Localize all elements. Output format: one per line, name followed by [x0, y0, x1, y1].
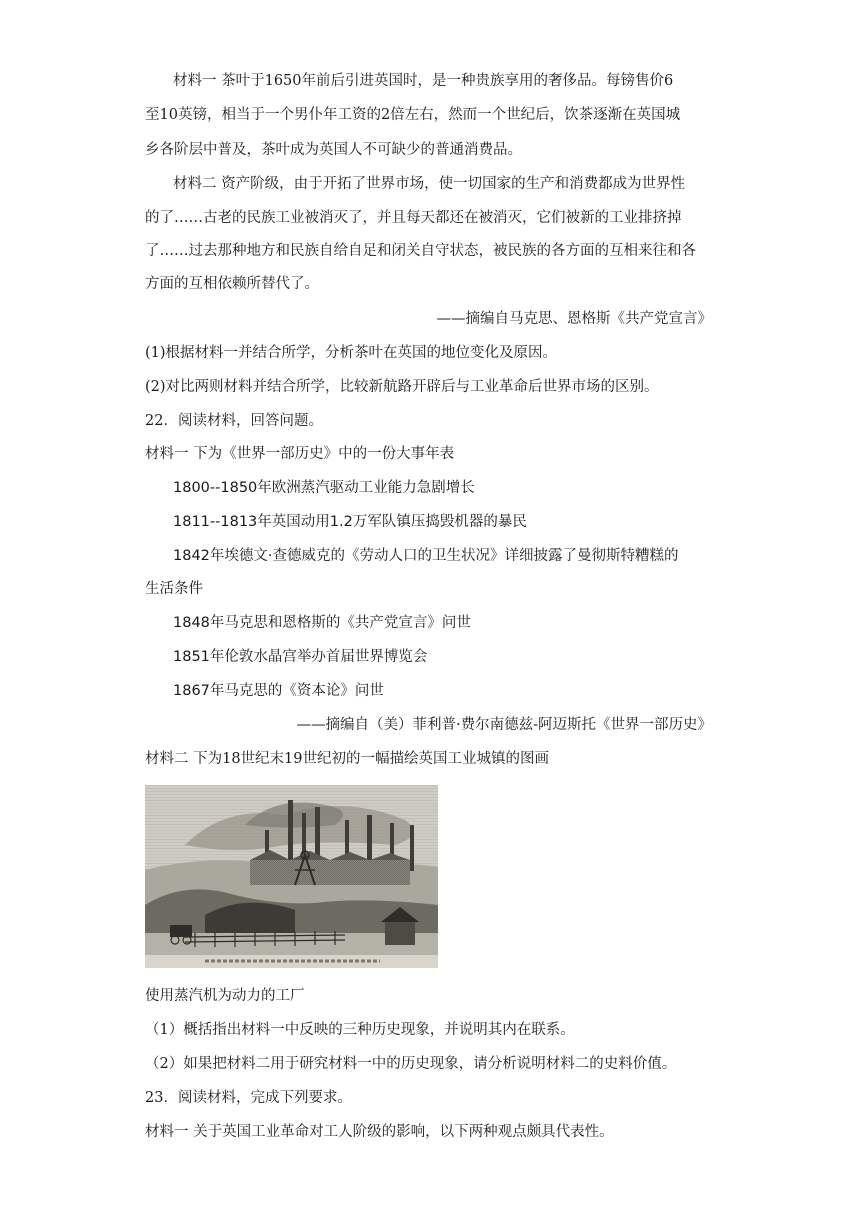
q23-title: 23．阅读材料，完成下列要求。: [145, 1090, 352, 1106]
q22-timeline-item: 1848年马克思和恩格斯的《共产党宣言》问世: [173, 615, 471, 631]
q22-title: 22．阅读材料，回答问题。: [145, 413, 323, 429]
q22-timeline-item: 1800--1850年欧洲蒸汽驱动工业能力急剧增长: [173, 480, 475, 496]
q22-timeline-source: ——摘编自（美）菲利普·费尔南德兹-阿迈斯托《世界一部历史》: [296, 717, 712, 733]
q23-material1-intro: 材料一 关于英国工业革命对工人阶级的影响，以下两种观点颇具代表性。: [145, 1124, 614, 1140]
q21-material1-line3: 乡各阶层中普及，茶叶成为英国人不可缺少的普通消费品。: [145, 142, 522, 158]
industrial-town-engraving: [145, 785, 438, 968]
q21-material2-line2: 的了……古老的民族工业被消灭了，并且每天都还在被消灭，它们被新的工业排挤掉: [145, 210, 682, 226]
q22-material2-intro: 材料二 下为18世纪末19世纪初的一幅描绘英国工业城镇的图画: [145, 751, 550, 767]
q22-timeline-item: 1867年马克思的《资本论》问世: [173, 683, 384, 699]
q22-material1-intro: 材料一 下为《世界一部历史》中的一份大事年表: [145, 446, 455, 462]
q22-question1: （1）概括指出材料一中反映的三种历史现象，并说明其内在联系。: [145, 1022, 575, 1038]
q21-material2-line4: 方面的互相依赖所替代了。: [145, 276, 319, 292]
q21-material2-source: ——摘编自马克思、恩格斯《共产党宣言》: [436, 311, 712, 327]
q22-timeline-item: 1811--1813年英国动用1.2万军队镇压捣毁机器的暴民: [173, 514, 527, 530]
q22-timeline-item-continued: 生活条件: [145, 581, 203, 597]
q21-material2-line3: 了……过去那种地方和民族自给自足和闭关自守状态，被民族的各方面的互相来往和各: [145, 243, 696, 259]
q21-material2-line1: 材料二 资产阶级，由于开拓了世界市场，使一切国家的生产和消费都成为世界性: [173, 176, 686, 192]
q21-question1: (1)根据材料一并结合所学，分析茶叶在英国的地位变化及原因。: [145, 345, 558, 361]
q21-question2: (2)对比两则材料并结合所学，比较新航路开辟后与工业革命后世界市场的区别。: [145, 379, 659, 395]
q22-question2: （2）如果把材料二用于研究材料一中的历史现象，请分析说明材料二的史料价值。: [145, 1056, 677, 1072]
q22-timeline-item: 1842年埃德文·查德威克的《劳动人口的卫生状况》详细披露了曼彻斯特糟糕的: [173, 548, 679, 564]
q22-figure-caption: 使用蒸汽机为动力的工厂: [145, 988, 305, 1004]
q21-material1-line1: 材料一 茶叶于1650年前后引进英国时，是一种贵族享用的奢侈品。每镑售价6: [173, 73, 674, 89]
q21-material1-line2: 至10英镑，相当于一个男仆年工资的2倍左右，然而一个世纪后，饮茶逐渐在英国城: [145, 107, 681, 123]
q22-timeline-item: 1851年伦敦水晶宫举办首届世界博览会: [173, 649, 428, 665]
